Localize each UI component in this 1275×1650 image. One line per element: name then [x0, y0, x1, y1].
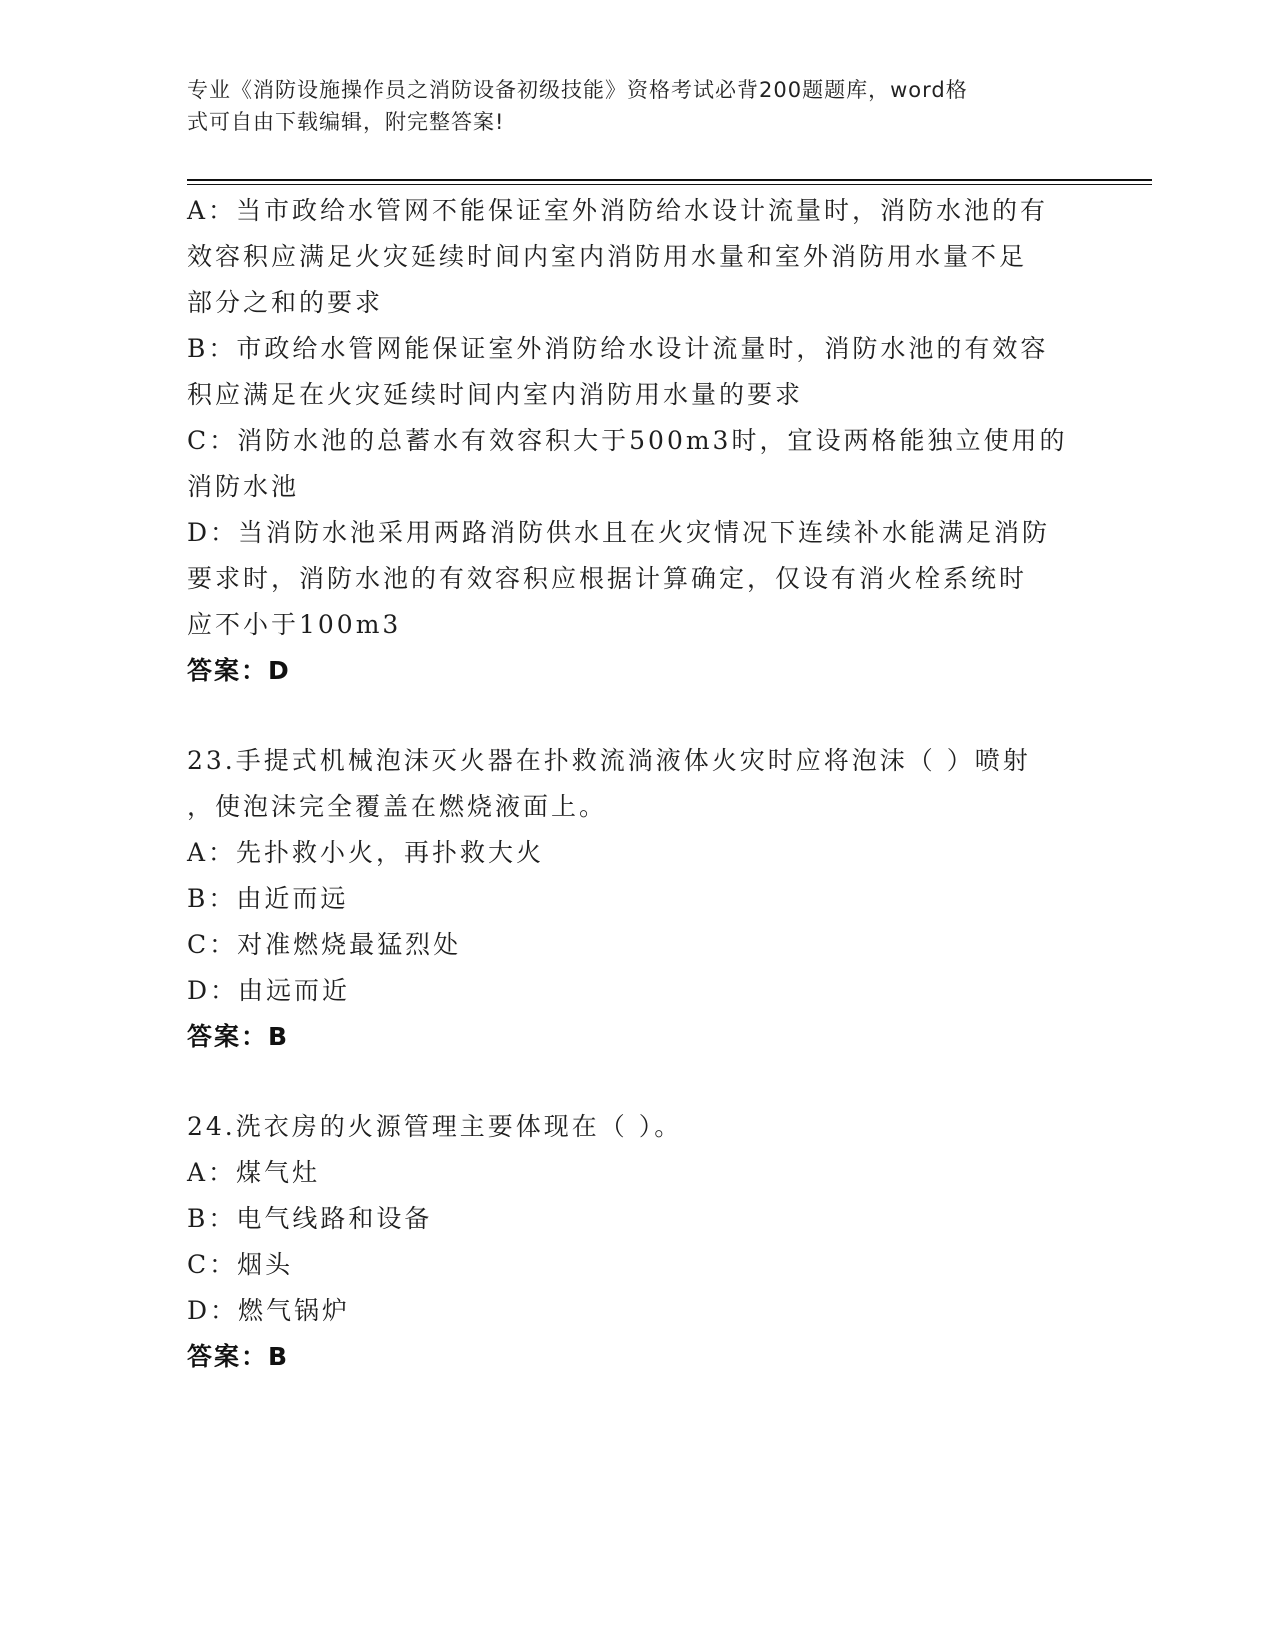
- question-23-option-b: B：由近而远: [187, 884, 349, 913]
- option-c-line-1: C：消防水池的总蓄水有效容积大于500m3时，宜设两格能独立使用的: [187, 426, 1068, 455]
- header-divider-thick: [187, 179, 1152, 181]
- option-c-line-2: 消防水池: [187, 472, 300, 501]
- header-title-line-1: 专业《消防设施操作员之消防设备初级技能》资格考试必背200题题库，word格: [187, 78, 968, 102]
- header-title-line-2: 式可自由下载编辑，附完整答案!: [187, 110, 505, 134]
- question-24-text: 24.洗衣房的火源管理主要体现在（ ）。: [187, 1112, 683, 1141]
- document-body: [187, 188, 1087, 1380]
- option-b-line-1: B：市政给水管网能保证室外消防给水设计流量时，消防水池的有效容: [187, 334, 1049, 363]
- question-24-option-a: A：煤气灶: [187, 1158, 321, 1187]
- option-a-line-1: A：当市政给水管网不能保证室外消防给水设计流量时，消防水池的有: [187, 196, 1049, 225]
- question-23-option-a: A：先扑救小火，再扑救大火: [187, 838, 545, 867]
- question-24-block: [187, 1104, 1087, 1380]
- question-23-option-d: D：由远而近: [187, 976, 351, 1005]
- option-d-line-2: 要求时，消防水池的有效容积应根据计算确定，仅设有消火栓系统时: [187, 564, 1028, 593]
- question-24-option-c: C：烟头: [187, 1250, 294, 1279]
- spacer: [187, 694, 1087, 738]
- option-a-line-3: 部分之和的要求: [187, 288, 384, 317]
- document-header: [187, 74, 1067, 138]
- header-divider-thin: [187, 184, 1152, 185]
- option-a-line-2: 效容积应满足火灾延续时间内室内消防用水量和室外消防用水量不足: [187, 242, 1028, 271]
- question-22-block: [187, 188, 1087, 694]
- question-24-option-d: D：燃气锅炉: [187, 1296, 351, 1325]
- question-24-option-b: B：电气线路和设备: [187, 1204, 433, 1233]
- answer-23: 答案：B: [187, 1022, 290, 1051]
- option-d-line-3: 应不小于100m3: [187, 610, 402, 639]
- question-23-option-c: C：对准燃烧最猛烈处: [187, 930, 462, 959]
- question-23-block: [187, 738, 1087, 1060]
- question-23-text-line-2: ，使泡沫完全覆盖在燃烧液面上。: [187, 792, 608, 821]
- question-23-text-line-1: 23.手提式机械泡沫灭火器在扑救流淌液体火灾时应将泡沫（ ）喷射: [187, 746, 1031, 775]
- option-b-line-2: 积应满足在火灾延续时间内室内消防用水量的要求: [187, 380, 804, 409]
- option-d-line-1: D：当消防水池采用两路消防供水且在火灾情况下连续补水能满足消防: [187, 518, 1051, 547]
- spacer: [187, 1060, 1087, 1104]
- answer-22: 答案：D: [187, 656, 291, 685]
- answer-24: 答案：B: [187, 1342, 290, 1371]
